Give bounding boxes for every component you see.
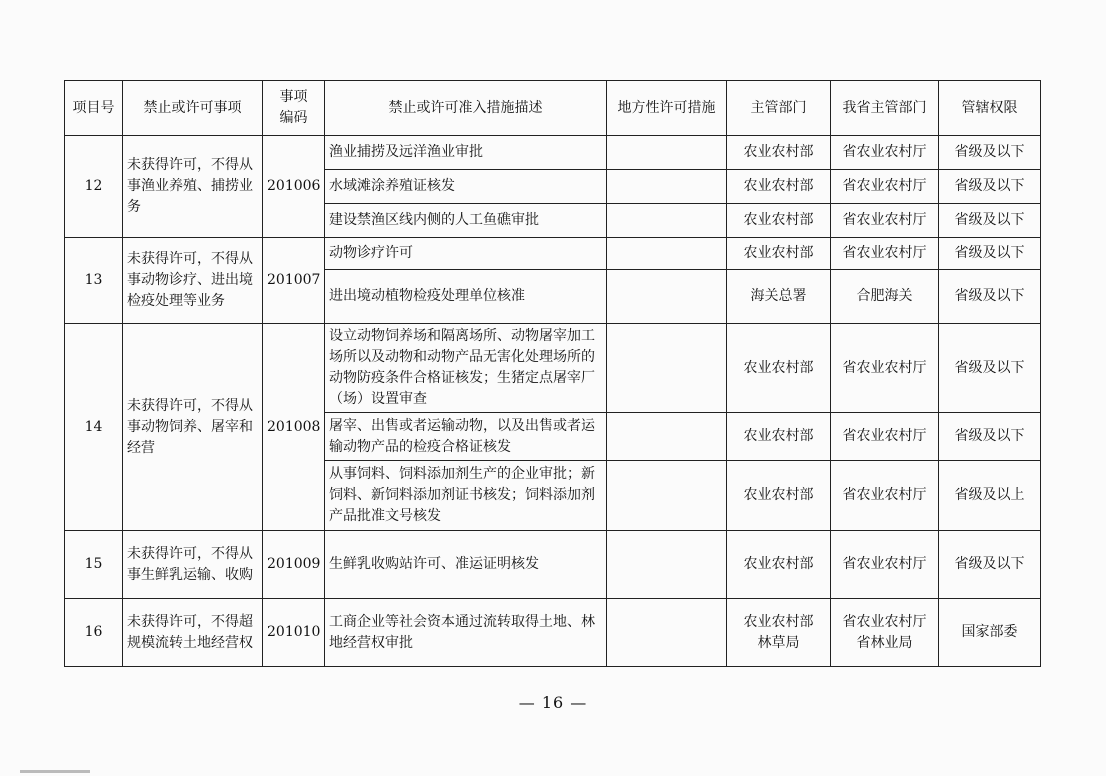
item-name: 未获得许可，不得从事渔业养殖、捕捞业务 [123,136,263,238]
header-item-name: 禁止或许可事项 [123,81,263,136]
jurisdiction: 省级及以下 [939,136,1041,170]
jurisdiction: 省级及以下 [939,270,1041,324]
permit-table [64,80,1041,667]
header-local-measures: 地方性许可措施 [607,81,727,136]
local-measure [607,270,727,324]
measure-description: 动物诊疗许可 [325,238,607,270]
local-measure [607,461,727,531]
item-number: 13 [65,238,123,324]
provincial-department: 合肥海关 [831,270,939,324]
header-item-code: 事项编码 [263,81,325,136]
local-measure [607,413,727,461]
provincial-department: 省农业农村厅 [831,136,939,170]
item-number: 15 [65,531,123,599]
department: 农业农村部 [727,324,831,413]
local-measure [607,238,727,270]
department: 农业农村部 林草局 [727,599,831,667]
department: 农业农村部 [727,413,831,461]
item-name: 未获得许可，不得从事生鲜乳运输、收购 [123,531,263,599]
item-code: 201010 [263,599,325,667]
item-name: 未获得许可，不得超规模流转土地经营权 [123,599,263,667]
jurisdiction: 省级及以上 [939,461,1041,531]
provincial-department: 省农业农村厅 [831,204,939,238]
measure-description: 设立动物饲养场和隔离场所、动物屠宰加工场所以及动物和动物产品无害化处理场所的动物防疫条件合格证核发；生猪定点屠宰厂（场）设置审查 [325,324,607,413]
scan-artifact [20,770,90,773]
provincial-department: 省农业农村厅 [831,324,939,413]
department: 海关总署 [727,270,831,324]
provincial-department: 省农业农村厅 [831,531,939,599]
provincial-department: 省农业农村厅 [831,238,939,270]
table-row [65,531,1041,599]
jurisdiction: 省级及以下 [939,238,1041,270]
header-item-number: 项目号 [65,81,123,136]
table-row [65,238,1041,270]
table-row [65,324,1041,413]
measure-description: 建设禁渔区线内侧的人工鱼礁审批 [325,204,607,238]
local-measure [607,136,727,170]
provincial-department: 省农业农村厅 [831,170,939,204]
header-row [65,81,1041,136]
measure-description: 水域滩涂养殖证核发 [325,170,607,204]
department: 农业农村部 [727,531,831,599]
jurisdiction: 省级及以下 [939,170,1041,204]
measure-description: 屠宰、出售或者运输动物，以及出售或者运输动物产品的检疫合格证核发 [325,413,607,461]
item-number: 14 [65,324,123,531]
measure-description: 进出境动植物检疫处理单位核准 [325,270,607,324]
local-measure [607,599,727,667]
department: 农业农村部 [727,461,831,531]
measure-description: 渔业捕捞及远洋渔业审批 [325,136,607,170]
provincial-department: 省农业农村厅 [831,413,939,461]
item-number: 12 [65,136,123,238]
jurisdiction: 省级及以下 [939,531,1041,599]
measure-description: 生鲜乳收购站许可、准运证明核发 [325,531,607,599]
item-code: 201006 [263,136,325,238]
jurisdiction: 省级及以下 [939,413,1041,461]
measure-description: 工商企业等社会资本通过流转取得土地、林地经营权审批 [325,599,607,667]
local-measure [607,170,727,204]
jurisdiction: 省级及以下 [939,324,1041,413]
provincial-department: 省农业农村厅 省林业局 [831,599,939,667]
item-code: 201007 [263,238,325,324]
item-code: 201009 [263,531,325,599]
header-department: 主管部门 [727,81,831,136]
table-row [65,599,1041,667]
item-name: 未获得许可，不得从事动物诊疗、进出境检疫处理等业务 [123,238,263,324]
table-row [65,136,1041,170]
item-code: 201008 [263,324,325,531]
page-number: — 16 — [518,693,588,712]
header-jurisdiction: 管辖权限 [939,81,1041,136]
measure-description: 从事饲料、饲料添加剂生产的企业审批；新饲料、新饲料添加剂证书核发；饲料添加剂产品批准文号核发 [325,461,607,531]
jurisdiction: 省级及以下 [939,204,1041,238]
local-measure [607,531,727,599]
item-name: 未获得许可，不得从事动物饲养、屠宰和经营 [123,324,263,531]
department: 农业农村部 [727,238,831,270]
header-provincial-department: 我省主管部门 [831,81,939,136]
local-measure [607,324,727,413]
department: 农业农村部 [727,170,831,204]
department: 农业农村部 [727,204,831,238]
provincial-department: 省农业农村厅 [831,461,939,531]
item-number: 16 [65,599,123,667]
jurisdiction: 国家部委 [939,599,1041,667]
header-description: 禁止或许可准入措施描述 [325,81,607,136]
local-measure [607,204,727,238]
department: 农业农村部 [727,136,831,170]
